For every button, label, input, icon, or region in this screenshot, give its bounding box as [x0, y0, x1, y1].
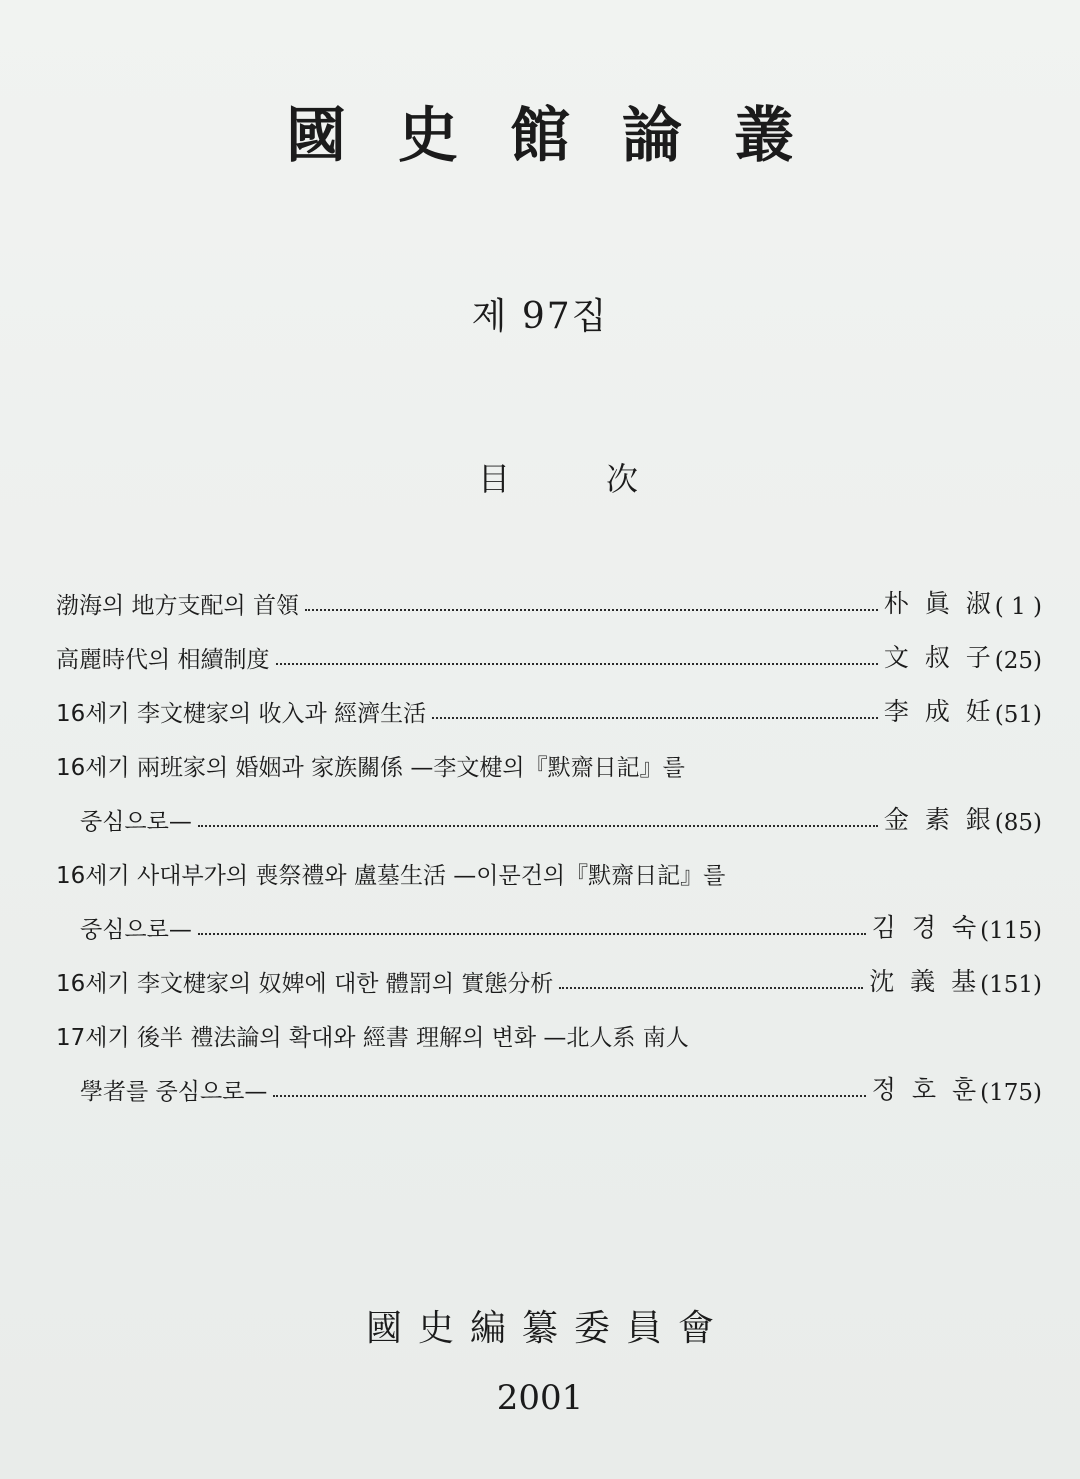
- dot-leader: [276, 663, 878, 665]
- contents-heading-char-2: 次: [605, 460, 638, 498]
- toc-entry: [56, 566, 1042, 620]
- dot-leader: [198, 933, 866, 935]
- toc-entry-title-line1: 17세기 後半 禮法論의 확대와 經書 理解의 변화 —北人系 南人: [56, 1025, 689, 1051]
- toc-entry: [56, 782, 1042, 836]
- toc-entry: [56, 620, 1042, 674]
- toc-entry-author: 朴 眞 淑: [883, 589, 995, 618]
- publication-year: 2001: [496, 1378, 584, 1418]
- toc-entry-author: 김 경 숙: [871, 913, 981, 942]
- toc-entry-page: (115): [980, 918, 1042, 944]
- toc-entry-author: 정 호 훈: [871, 1075, 981, 1104]
- dot-leader: [559, 987, 863, 989]
- toc-entry: [56, 944, 1042, 998]
- series-title: 國史館論叢: [286, 101, 846, 171]
- toc-entry-page: (151): [980, 972, 1042, 998]
- contents-heading-char-1: 目: [478, 460, 511, 498]
- toc-entry-page: (51): [994, 702, 1042, 728]
- toc-entry-title-line2: 중심으로—: [80, 917, 192, 943]
- toc-entry-page: ( 1 ): [994, 594, 1042, 620]
- toc-entry-author: 沈 義 基: [869, 967, 981, 996]
- volume-number: 제 97집: [471, 296, 609, 337]
- dot-leader: [273, 1095, 865, 1097]
- toc-entry-title-line2: 중심으로—: [80, 809, 192, 835]
- dot-leader: [198, 825, 878, 827]
- toc-entry-title: 高麗時代의 相續制度: [56, 647, 270, 673]
- toc-entry: [56, 1052, 1042, 1106]
- dot-leader: [305, 609, 878, 611]
- toc-entry-page: (85): [994, 810, 1042, 836]
- toc-entry-author: 李 成 妊: [883, 697, 995, 726]
- toc-entry-title-line1: 16세기 兩班家의 婚姻과 家族關係 —李文楗의『默齋日記』를: [56, 755, 685, 781]
- toc-entry-title: 渤海의 地方支配의 首領: [56, 593, 300, 619]
- toc-entry-title: 16세기 李文楗家의 奴婢에 대한 體罰의 實態分析: [56, 971, 554, 997]
- contents-heading: [478, 454, 638, 500]
- toc-entry-author: 金 素 銀: [883, 805, 995, 834]
- toc-entry-title-line1: 16세기 사대부가의 喪祭禮와 盧墓生活 —이문건의『默齋日記』를: [56, 863, 726, 889]
- table-of-contents: [56, 566, 1042, 1106]
- toc-entry-author: 文 叔 子: [883, 643, 995, 672]
- toc-entry: [56, 890, 1042, 944]
- publisher: 國史編纂委員會: [365, 1308, 730, 1349]
- toc-entry-title-line2: 學者를 중심으로—: [80, 1079, 268, 1105]
- dot-leader: [432, 717, 878, 719]
- toc-entry-page: (175): [980, 1080, 1042, 1106]
- toc-entry: [56, 674, 1042, 728]
- toc-entry-page: (25): [994, 648, 1042, 674]
- toc-entry-title: 16세기 李文楗家의 收入과 經濟生活: [56, 701, 427, 727]
